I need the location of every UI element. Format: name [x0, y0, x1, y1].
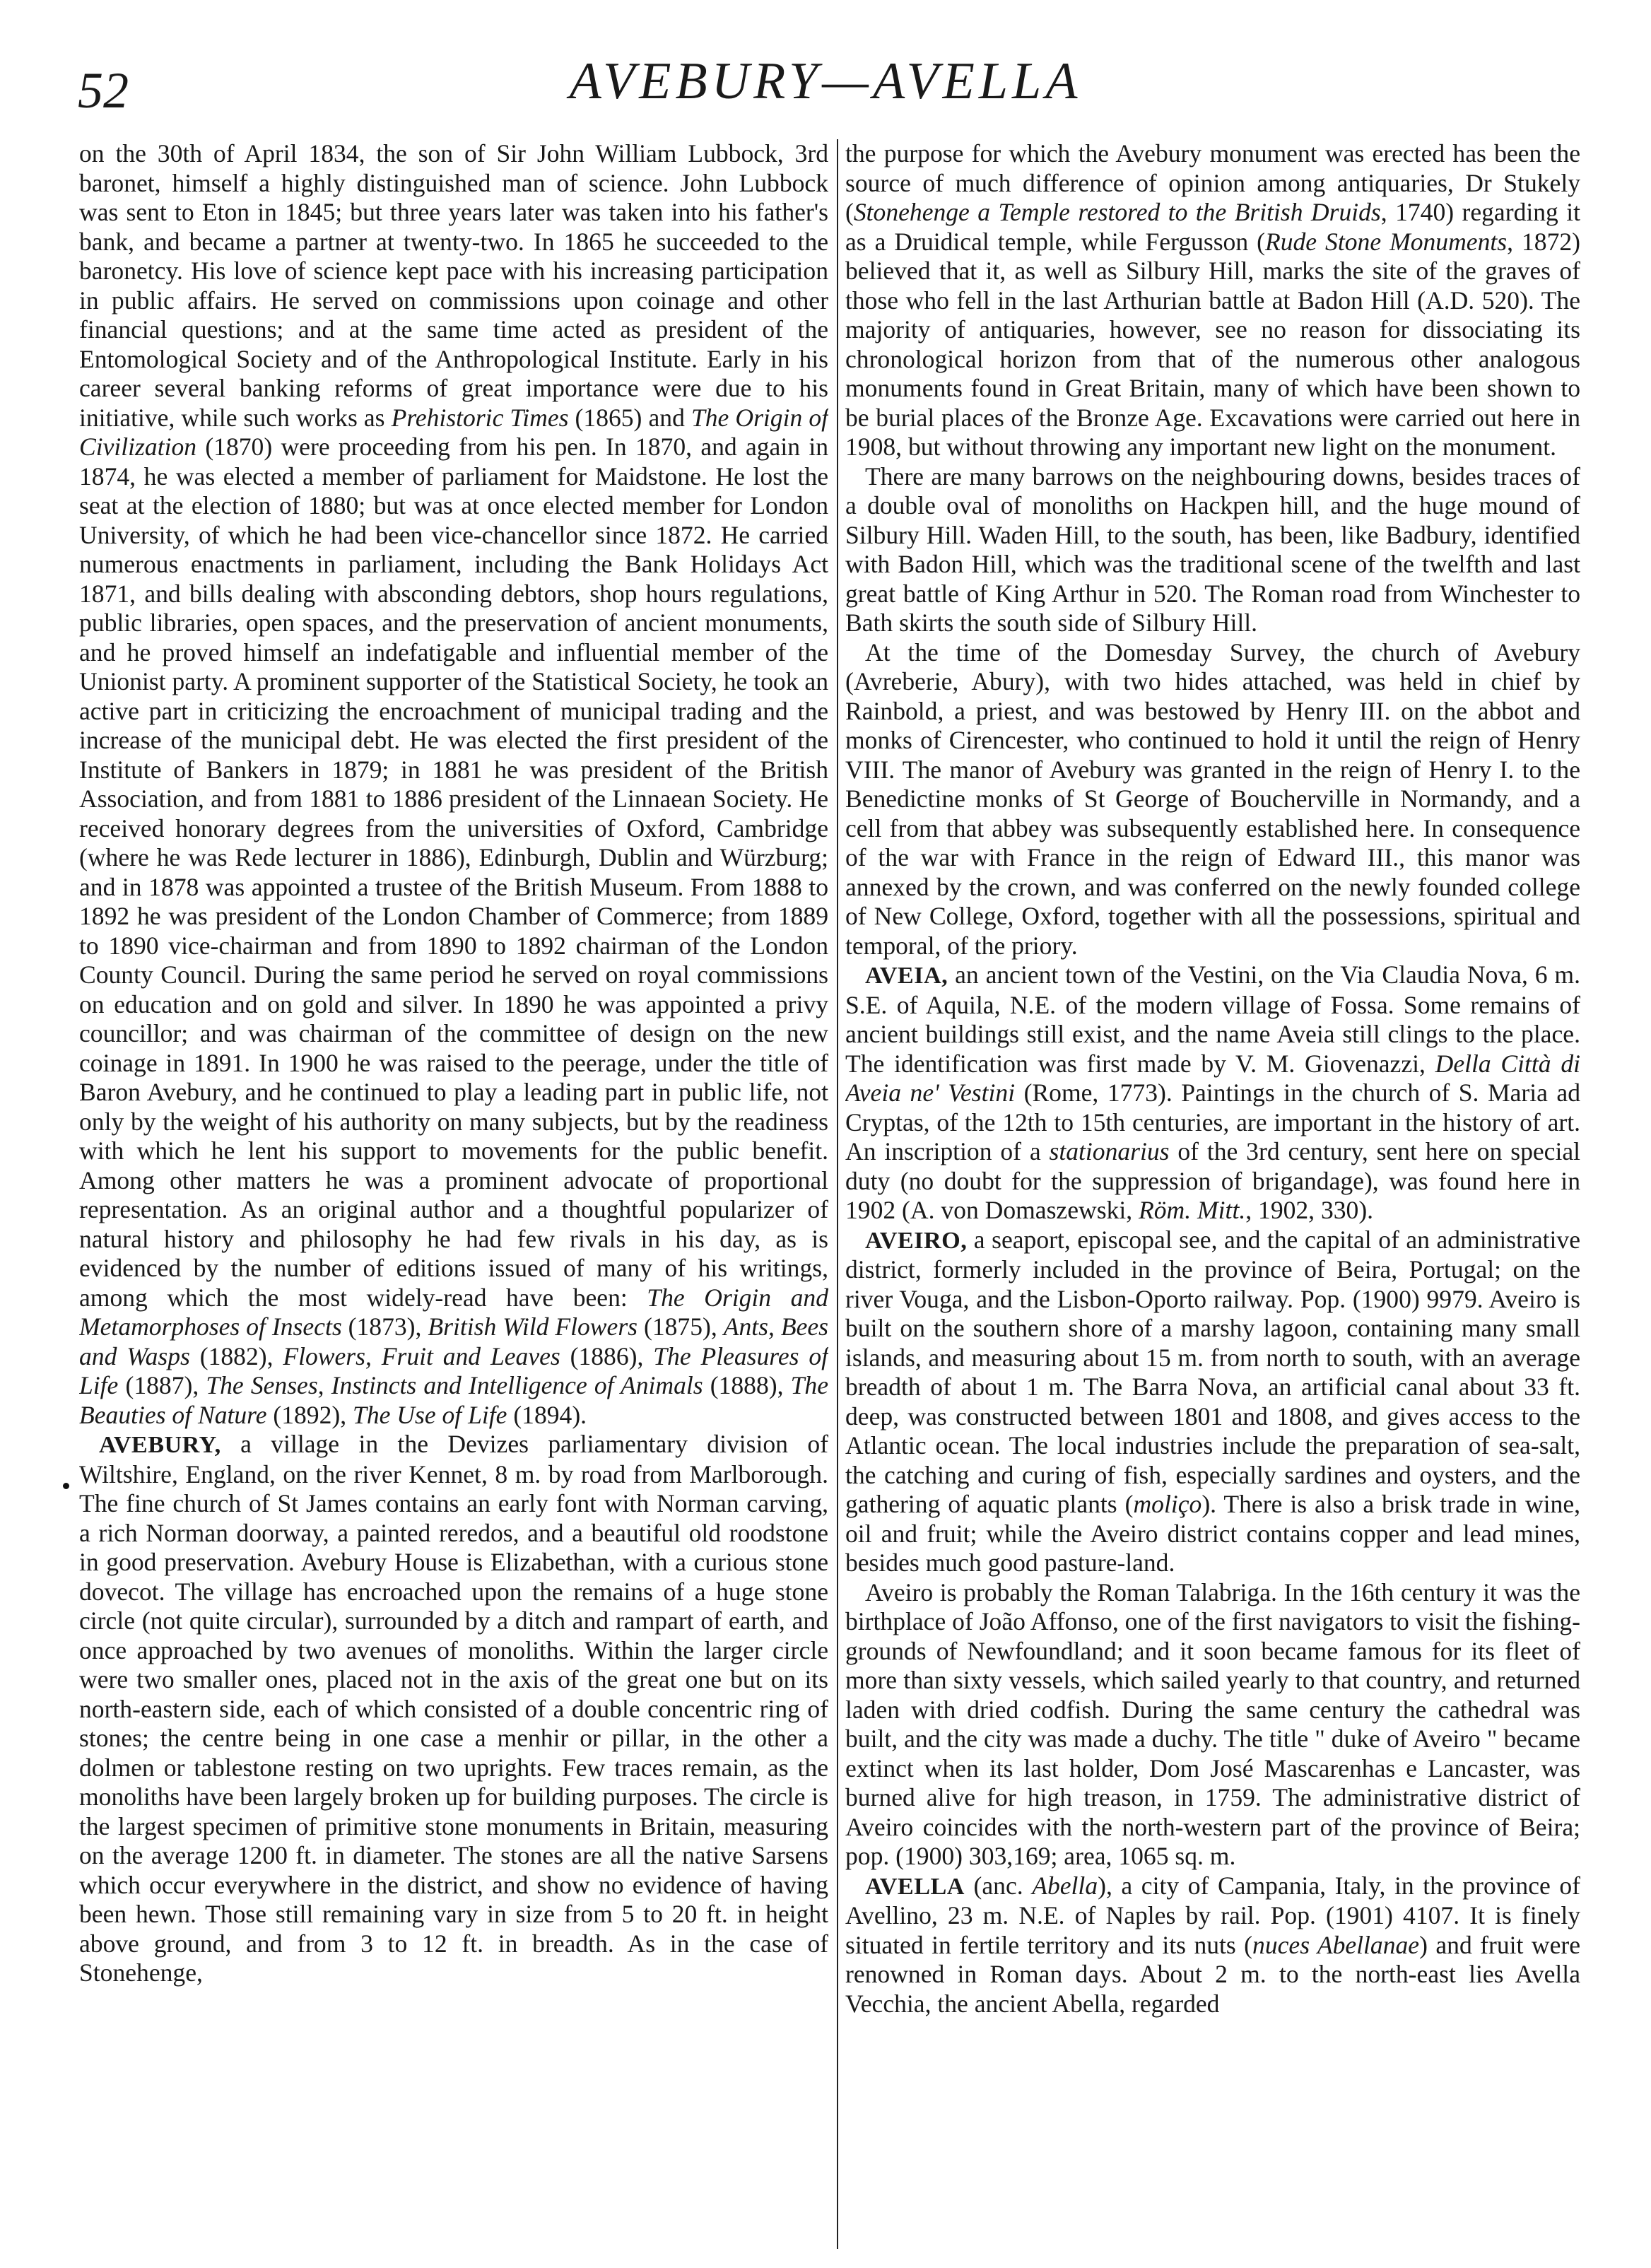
page-number: 52 [78, 62, 129, 119]
aveia-entry: AVEIA, an ancient town of the Vestini, on the Via Claudia Nova, 6 m. S.E. of Aquila, N.E. of the modern village of Fossa. Some remains of ancient buildings still exist, and the name Aveia still clings to the place. The identification was first made by V. M. Giovenazzi, Della Città di Aveia ne' Vestini (Rome, 1773). Paintings in the church of S. Maria ad Cryptas, of the 12th to 15th centuries, are important in the history of art. An inscription of a stationarius of the 3rd century, sent here on special duty (no doubt for the suppression of brigandage), was found here in 1902 (A. von Domaszewski, Röm. Mitt., 1902, 330). [845, 960, 1580, 1224]
headword-avella: AVELLA [865, 1873, 965, 1900]
column-divider [837, 139, 838, 2249]
margin-dot [63, 1483, 69, 1489]
aveiro-entry: AVEIRO, a seaport, episcopal see, and the capital of an administrative district, formerly included in the province of Beira, Portugal; on the river Vouga, and the Lisbon-Oporto railway. Pop. (1900) 9979. Aveiro is built on the southern shore of a marshy lagoon, containing many small islands, and measuring about 15 m. from north to south, with an average breadth of about 1 m. The Barra Nova, an artificial canal about 33 ft. deep, was constructed between 1801 and 1808, and gives access to the Atlantic ocean. The local industries include the preparation of sea-salt, the catching and curing of fish, especially sardines and oysters, and the gathering of aquatic plants (moliço). There is also a brisk trade in wine, oil and fruit; while the Aveiro district contains copper and lead mines, besides much good pasture-land. [845, 1225, 1580, 1577]
avella-entry: AVELLA (anc. Abella), a city of Campania, Italy, in the province of Avellino, 23 m. N.E. of Naples by rail. Pop. (1901) 4107. It is finely situated in fertile territory and its nuts (nuces Abellanae) and fruit were renowned in Roman days. About 2 m. to the north-east lies Avella Vecchia, the ancient Abella, regarded [845, 1871, 1580, 2018]
avebury-monument-paragraph: the purpose for which the Avebury monument was erected has been the source of much difference of opinion among antiquaries, Dr Stukely (Stonehenge a Temple restored to the British Druids, 1740) regarding it as a Druidical temple, while Fergusson (Rude Stone Monuments, 1872) believed that it, as well as Silbury Hill, marks the site of the graves of those who fell in the last Arthurian battle at Badon Hill (A.D. 520). The majority of antiquaries, however, see no reason for dissociating its chronological horizon from that of the numerous other analogous monuments found in Great Britain, many of which have been shown to be burial places of the Bronze Age. Excavations were carried out here in 1908, but without throwing any important new light on the monument. [845, 139, 1580, 461]
right-column [845, 139, 1580, 2249]
running-title: AVEBURY—AVELLA [569, 52, 1082, 110]
headword-aveiro: AVEIRO, [865, 1227, 968, 1254]
headword-avebury: AVEBURY, [99, 1432, 221, 1458]
avebury-entry: AVEBURY, a village in the Devizes parliamentary division of Wiltshire, England, on the river Kennet, 8 m. by road from Marlborough. The fine church of St James contains an early font with Norman carving, a rich Norman doorway, a painted reredos, and a beautiful old roodstone in good preservation. Avebury House is Elizabethan, with a curious stone dovecot. The village has encroached upon the remains of a huge stone circle (not quite circular), surrounded by a ditch and rampart of earth, and once approached by two avenues of monoliths. Within the larger circle were two smaller ones, placed not in the axis of the great one but on its north-eastern side, each of which consisted of a double concentric ring of stones; the centre being in one case a menhir or pillar, in the other a dolmen or tablestone resting on two uprights. Few traces remain, as the monoliths have been largely broken up for building purposes. The circle is the largest specimen of primitive stone monuments in Britain, measuring on the average 1200 ft. in diameter. The stones are all the native Sarsens which occur everywhere in the district, and show no evidence of having been hewn. Those still remaining vary in size from 5 to 20 ft. in height above ground, and from 3 to 12 ft. in breadth. As in the case of Stonehenge, [79, 1430, 828, 1987]
left-column [79, 139, 828, 2249]
lubbock-paragraph: on the 30th of April 1834, the son of Sir John William Lubbock, 3rd baronet, himself a highly distinguished man of science. John Lubbock was sent to Eton in 1845; but three years later was taken into his father's bank, and became a partner at twenty-two. In 1865 he succeeded to the baronetcy. His love of science kept pace with his increasing participation in public affairs. He served on commissions upon coinage and other financial questions; and at the same time acted as president of the Entomological Society and of the Anthropological Institute. Early in his career several banking reforms of great importance were due to his initiative, while such works as Prehistoric Times (1865) and The Origin of Civilization (1870) were proceeding from his pen. In 1870, and again in 1874, he was elected a member of parliament for Maidstone. He lost the seat at the election of 1880; but was at once elected member for London University, of which he had been vice-chancellor since 1872. He carried numerous enactments in parliament, including the Bank Holidays Act 1871, and bills dealing with absconding debtors, shop hours regulations, public libraries, open spaces, and the preservation of ancient monuments, and he proved himself an indefatigable and influential member of the Unionist party. A prominent supporter of the Statistical Society, he took an active part in criticizing the encroachment of municipal trading and the increase of the municipal debt. He was elected the first president of the Institute of Bankers in 1879; in 1881 he was president of the British Association, and from 1881 to 1886 president of the Linnaean Society. He received honorary degrees from the universities of Oxford, Cambridge (where he was Rede lecturer in 1886), Edinburgh, Dublin and Würzburg; and in 1878 was appointed a trustee of the British Museum. From 1888 to 1892 he was president of the London Chamber of Commerce; from 1889 to 1890 vice-chairman and from 1890 to 1892 chairman of the London County Council. During the same period he served on royal commissions on education and on gold and silver. In 1890 he was appointed a privy councillor; and was chairman of the committee of design on the new coinage in 1891. In 1900 he was raised to the peerage, under the title of Baron Avebury, and he continued to play a leading part in public life, not only by the weight of his authority on many subjects, but by the readiness with which he lent his support to movements for the public benefit. Among other matters he was a prominent advocate of proportional representation. As an original author and a thoughtful popularizer of natural history and philosophy he had few rivals in his day, as is evidenced by the number of editions issued of many of his writings, among which the most widely-read have been: The Origin and Metamorphoses of Insects (1873), British Wild Flowers (1875), Ants, Bees and Wasps (1882), Flowers, Fruit and Leaves (1886), The Pleasures of Life (1887), The Senses, Instincts and Intelligence of Animals (1888), The Beauties of Nature (1892), The Use of Life (1894). [79, 139, 828, 1429]
domesday-paragraph: At the time of the Domesday Survey, the church of Avebury (Avreberie, Abury), with two hides attached, was held in chief by Rainbold, a priest, and was bestowed by Henry III. on the abbot and monks of Cirencester, who continued to hold it until the reign of Henry VIII. The manor of Avebury was granted in the reign of Henry I. to the Benedictine monks of St George of Boucherville in Normandy, and a cell from that abbey was subsequently established here. In consequence of the war with France in the reign of Edward III., this manor was annexed by the crown, and was conferred on the newly founded college of New College, Oxford, together with all the possessions, spiritual and temporal, of the priory. [845, 637, 1580, 960]
headword-aveia: AVEIA, [865, 963, 948, 989]
page-header [0, 52, 1651, 140]
aveiro-history-paragraph: Aveiro is probably the Roman Talabriga. In the 16th century it was the birthplace of João Affonso, one of the first navigators to visit the fishing-grounds of Newfoundland; and it soon became famous for its fleet of more than sixty vessels, which sailed yearly to that country, and returned laden with dried codfish. During the same century the cathedral was built, and the city was made a duchy. The title " duke of Aveiro " became extinct when its last holder, Dom José Mascarenhas e Lancaster, was burned alive for high treason, in 1759. The administrative district of Aveiro coincides with the north-western part of the province of Beira; pop. (1900) 303,169; area, 1065 sq. m. [845, 1577, 1580, 1870]
barrows-paragraph: There are many barrows on the neighbouring downs, besides traces of a double oval of monoliths on Hackpen hill, and the huge mound of Silbury Hill. Waden Hill, to the south, has been, like Badbury, identified with Badon Hill, which was the traditional scene of the twelfth and last great battle of King Arthur in 520. The Roman road from Winchester to Bath skirts the south side of Silbury Hill. [845, 462, 1580, 637]
